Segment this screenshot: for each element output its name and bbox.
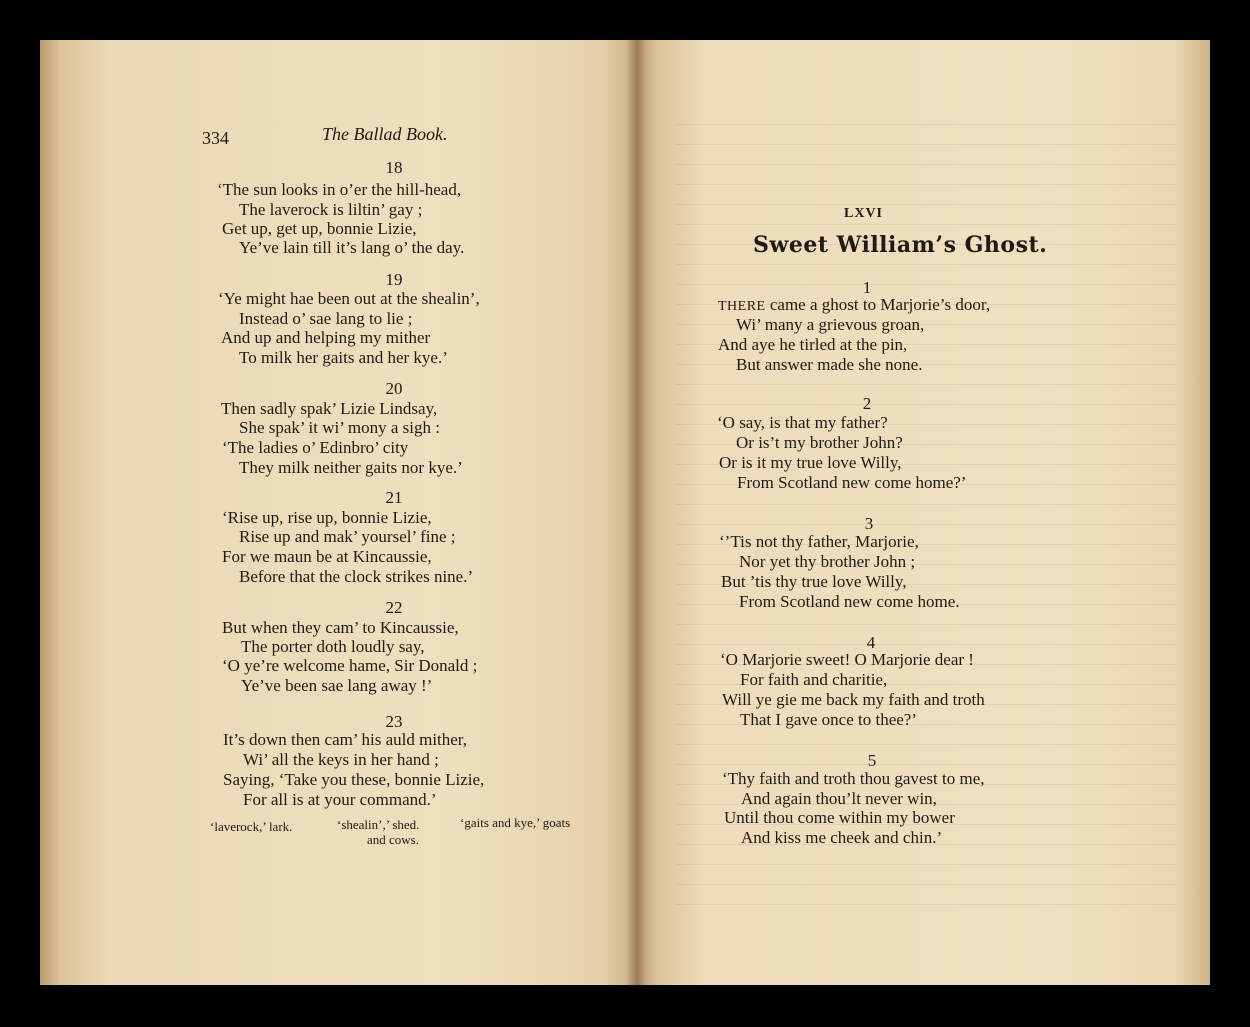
stanza-number: 4 [866, 633, 876, 652]
verse-line: ‘The ladies o’ Edinbro’ city [222, 438, 409, 457]
verse-line: To milk her gaits and her kye.’ [239, 348, 448, 367]
verse-line: And kiss me cheek and chin.’ [741, 828, 943, 847]
right-page [636, 40, 1210, 985]
verse-line: But answer made she none. [736, 355, 923, 374]
verse-line: For we maun be at Kincaussie, [222, 547, 432, 566]
verse-line: But ’tis thy true love Willy, [721, 572, 907, 591]
stanza-number: 5 [867, 751, 877, 770]
footnote: ‘gaits and kye,’ goats [460, 815, 571, 830]
verse-line: ‘Thy faith and troth thou gavest to me, [722, 769, 985, 788]
verse-line: For all is at your command.’ [243, 790, 437, 809]
verse-line: But when they cam’ to Kincaussie, [222, 618, 459, 637]
stanza-number: 22 [385, 598, 403, 617]
verse-line: From Scotland new come home?’ [737, 473, 967, 492]
footnote: ‘shealin’,’ shed. [337, 817, 420, 832]
verse-line: Saying, ‘Take you these, bonnie Lizie, [223, 770, 485, 789]
verse-line: Instead o’ sae lang to lie ; [239, 309, 413, 328]
verse-line: And again thou’lt never win, [741, 789, 937, 808]
verse-line: And up and helping my mither [221, 328, 431, 347]
stanza-number: 21 [385, 488, 403, 507]
verse-line: Ye’ve been sae lang away !’ [241, 676, 433, 695]
verse-line: Or is’t my brother John? [736, 433, 903, 452]
verse-line: Get up, get up, bonnie Lizie, [222, 219, 417, 238]
verse-line: It’s down then cam’ his auld mither, [223, 730, 468, 749]
verse-line: ‘Ye might hae been out at the shealin’, [218, 289, 480, 308]
left-page [40, 40, 636, 985]
stanza-number: 18 [385, 158, 403, 177]
verse-line: ‘’Tis not thy father, Marjorie, [719, 532, 919, 551]
verse-line: Until thou come within my bower [724, 808, 955, 827]
footnote: ‘laverock,’ lark. [210, 819, 293, 834]
stanza-number: 2 [862, 394, 872, 413]
ballad-number: LXVI [844, 206, 884, 221]
drop-word: THERE [718, 299, 766, 314]
verse-line: The porter doth loudly say, [241, 637, 425, 656]
book-gutter [626, 40, 646, 985]
verse-line: Before that the clock strikes nine.’ [239, 567, 474, 586]
verse-line: Rise up and mak’ yoursel’ fine ; [239, 527, 456, 546]
stanza-number: 1 [862, 278, 872, 297]
verse-line: ‘O Marjorie sweet! O Marjorie dear ! [720, 650, 974, 669]
verse-line: ‘Rise up, rise up, bonnie Lizie, [222, 508, 432, 527]
footnote: and cows. [367, 832, 419, 847]
verse-line: Ye’ve lain till it’s lang o’ the day. [239, 238, 465, 257]
verse-line: THERE came a ghost to Marjorie’s door, [718, 295, 991, 314]
stanza-number: 19 [385, 270, 403, 289]
verse-line: Will ye gie me back my faith and troth [722, 690, 985, 709]
ballad-title: Sweet William’s Ghost. [753, 232, 1048, 258]
verse-line: Nor yet thy brother John ; [739, 552, 916, 571]
verse-line: For faith and charitie, [740, 670, 888, 689]
stanza-number: 23 [385, 712, 403, 731]
verse-line: Then sadly spak’ Lizie Lindsay, [221, 399, 438, 418]
stanza-number: 20 [385, 379, 403, 398]
verse-line: They milk neither gaits nor kye.’ [239, 458, 463, 477]
verse-line: Or is it my true love Willy, [719, 453, 902, 472]
verse-line: The laverock is liltin’ gay ; [239, 200, 423, 219]
verse-line: ‘The sun looks in o’er the hill-head, [217, 180, 462, 199]
verse-line: Wi’ many a grievous groan, [736, 315, 925, 334]
stanza-number: 3 [864, 514, 874, 533]
verse-line: ‘O say, is that my father? [717, 413, 888, 432]
verse-line: And aye he tirled at the pin, [718, 335, 908, 354]
open-book [40, 40, 1210, 985]
verse-line: From Scotland new come home. [739, 592, 960, 611]
page-number: 334 [202, 128, 229, 148]
verse-line: Wi’ all the keys in her hand ; [243, 750, 439, 769]
verse-line: ‘O ye’re welcome hame, Sir Donald ; [222, 656, 478, 675]
verse-line: That I gave once to thee?’ [740, 710, 917, 729]
running-head: The Ballad Book. [322, 124, 448, 144]
verse-line: She spak’ it wi’ mony a sigh : [239, 418, 440, 437]
